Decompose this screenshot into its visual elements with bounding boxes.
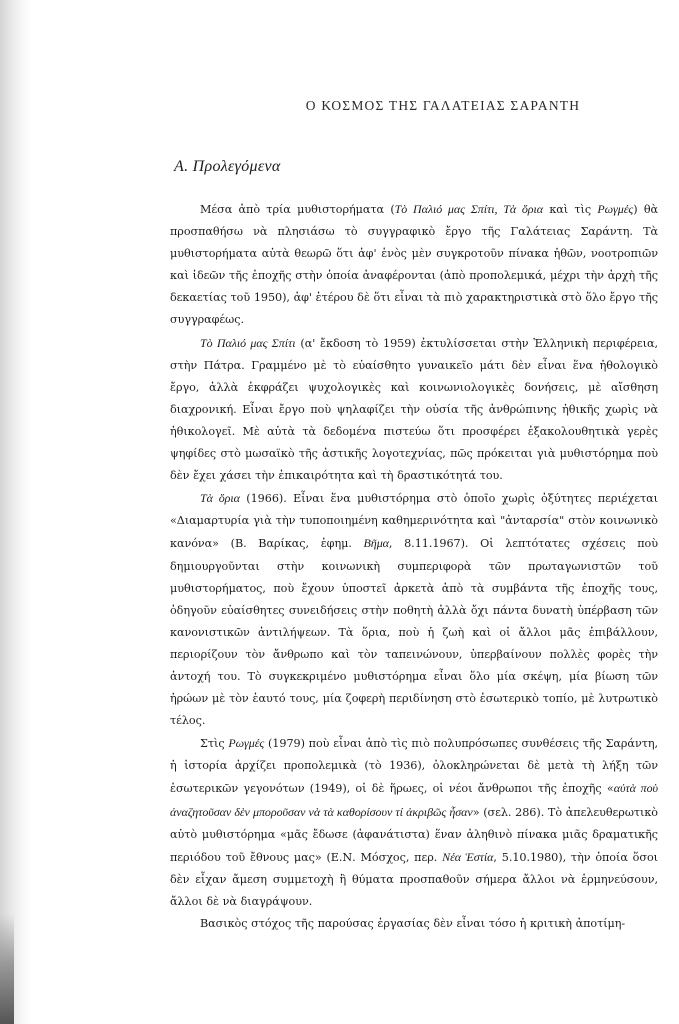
text-run: , 8.11.1967). Οἱ λεπτότατες σχέσεις ποὺ δημιουργοῦνται στὴν κοινωνικὴ συμπεριφορὰ τῶν πρωταγωνιστῶν τοῦ μυθιστορήματος, ποὺ ἔχουν ὑποστεῖ ἀρκετὰ ἀπὸ τὰ συμβάντα τῆς ἐποχῆς τους, ὁδηγοῦν εὐαίσθητες συνειδήσεις στὴν ποθητὴ ἀλλὰ ὄχι πάντα δυνατὴ ὑπέρβαση τῶν κανονιστικῶν ἀντιλήψεων. Τὰ ὅρια, ποὺ ἡ ζωὴ καὶ οἱ ἄλλοι μᾶς ἐπιβάλλουν, περιορίζουν τὸν ἄνθρωπο καὶ τὸν ταπεινώνουν, ὑπερβαίνουν πολλὲς φορὲς τὴν ἀντοχή του. Τὸ συγκεκριμένο μυθιστόρημα εἶναι ὅλο μία σκέψη, μία βίωση τῶν ἡρώων μὲ τὸν ἑαυτό τους, μία ζοφερὴ περιδίνηση στὸ ἐσωτερικὸ τοπίο, μὲ λυτρωτικὸ τέλος. [170,537,658,728]
body-text [170,198,658,935]
paragraph [170,198,658,332]
text-run: (1966). Εἶναι ἕνα μυθιστόρημα στὸ ὁποῖο χωρὶς ὀξύτητες περιέχεται «Διαμαρτυρία γιὰ τὴν τυποποιημένη καθημερινότητα καὶ "ἀνταρσία" στὸν κοινωνικὸ κανόνα» (Β. Βαρίκας, ἐφημ. [170,492,658,551]
text-run: , 5.10.1980), τὴν ὁποία ὅσοι δὲν εἶχαν ἄμεση συμμετοχὴ ἢ θύματα προσπαθοῦν σήμερα ἄλλοι νὰ ἑρμηνεύσουν, ἄλλοι δὲ νὰ διαγράψουν. [170,850,658,908]
italic-run: Ρωγμές [228,736,265,751]
paragraph [170,913,658,935]
text-run: καὶ τὶς [543,203,598,216]
text-run: » (σελ. 286). Τὸ ἀπελευθερωτικὸ αὐτὸ μυθιστόρημα «μᾶς ἔδωσε (ἀφανάτιστα) ἕναν ἀληθινὸ πίνακα μιᾶς δραματικῆς περιόδου τοῦ ἔθνους μας» (Ε.Ν. Μόσχος, περ. [170,805,658,864]
text-run: (1979) ποὺ εἶναι ἀπὸ τὶς πιὸ πολυπρόσωπες συνθέσεις τῆς Σαράντη, ἡ ἱστορία ἀρχίζει προπολεμικὰ (τὸ 1936), ὁλοκληρώνεται δὲ μετὰ τὴ λήξη τῶν ἐσωτερικῶν γεγονότων (1949), οἱ δὲ ἥρωες, οἱ νέοι ἄνθρωποι τῆς ἐποχῆς « [170,737,658,796]
text-run: Στὶς [200,737,229,751]
italic-run: Βῆμα [363,536,389,551]
running-title: Ο ΚΟΣΜΟΣ ΤΗΣ ΓΑΛΑΤΕΙΑΣ ΣΑΡΑΝΤΗ [305,98,581,113]
italic-run: Τὸ Παλιό μας Σπίτι, Τὰ ὅρια [394,202,544,216]
section-heading: Α. Προλεγόμενα [174,158,281,175]
italic-run: Ρωγμές [597,202,634,216]
scan-page-edge-shadow [0,0,30,1024]
paragraph [170,487,658,732]
paragraph [170,332,658,488]
italic-run: Τὰ ὅρια [200,491,240,506]
italic-run: αὐτὰ ποὺ ἀναζητοῦσαν δὲν μποροῦσαν νὰ τὰ καθορίσουν τί ἀκριβῶς ἦσαν [170,781,658,819]
scan-binding-shadow [0,914,14,1024]
text-run: (α' ἔκδοση τὸ 1959) ἐκτυλίσσεται στὴν Ἑλληνικὴ περιφέρεια, στὴν Πάτρα. Γραμμένο μὲ τὸ εὐαίσθητο γυναικεῖο μάτι δὲν εἶναι ἕνα ἠθολογικὸ ἔργο, ἀλλὰ ἐκφράζει ψυχολογικὲς καὶ κοινωνιολογικὲς δονήσεις, μὲ αἴσθηση διαχρονική. Εἶναι ἔργο ποὺ ψηλαφίζει τὴν οὐσία τῆς ἀνθρώπινης ἠθικῆς χωρὶς νὰ ἠθικολογεῖ. Μὲ αὐτὰ τὰ δεδομένα πιστεύω ὅτι προσφέρει ἐξακολουθητικὰ γερὲς ψηφίδες στὸ μωσαϊκὸ τῆς ἀστικῆς λογοτεχνίας, πῶς πρόκειται γιὰ μυθιστόρημα ποὺ δὲν ἔχει χάσει τὴν ἐπικαιρότητα καὶ τὴ δραστικότητά του. [170,336,658,483]
italic-run: Τὸ Παλιό μας Σπίτι [200,335,296,350]
book-page [170,98,658,935]
paragraph [170,732,658,913]
italic-run: Νέα Ἑστία [442,849,494,864]
text-run: Βασικὸς στόχος τῆς παρούσας ἐργασίας δὲν εἶναι τόσο ἡ κριτικὴ ἀποτίμη- [200,917,626,930]
text-run: ) θὰ προσπαθήσω νὰ πλησιάσω τὸ συγγραφικὸ ἔργο τῆς Γαλάτειας Σαράντη. Τὰ μυθιστορήματα αὐτὰ θεωρῶ ὅτι ἀφ' ἑνὸς μὲν συγκροτοῦν πίνακα ἠθῶν, νοοτροπιῶν καὶ ἰδεῶν τῆς ἐποχῆς στὴν ὁποία ἀναφέρονται (ἀπὸ προπολεμικά, μέχρι τὴν ἀρχὴ τῆς δεκαετίας τοῦ 1950), ἀφ' ἑτέρου δὲ ὅτι εἶναι τὰ πιὸ χαρακτηριστικὰ στὸ ὅλο ἔργο τῆς συγγραφέως. [170,203,659,327]
text-run: Μέσα ἀπὸ τρία μυθιστορήματα ( [200,203,395,216]
